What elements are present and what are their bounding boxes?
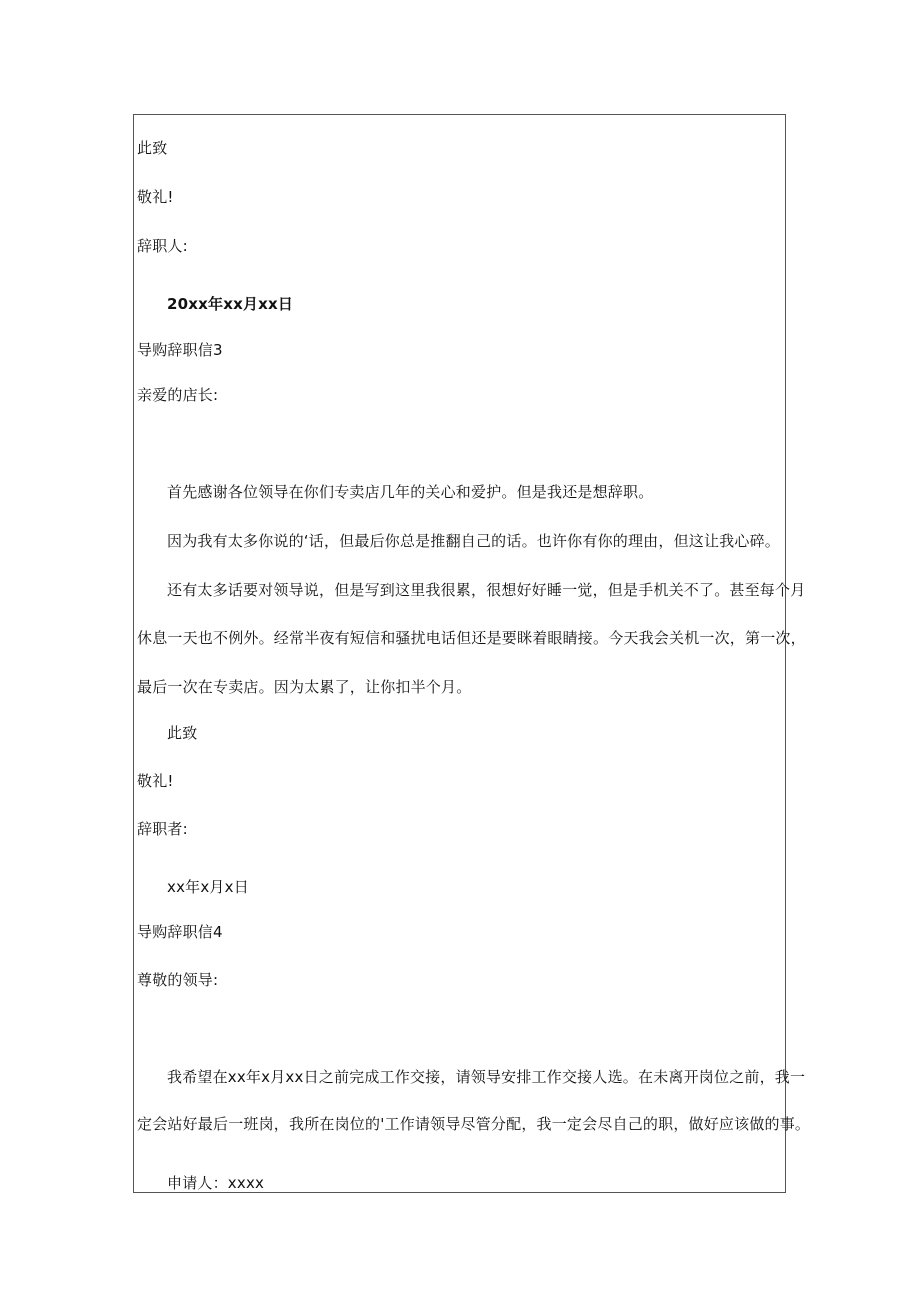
letter-title-3: 导购辞职信3 bbox=[137, 341, 223, 359]
greeting-4: 尊敬的领导: bbox=[137, 971, 219, 989]
closing-regards-1: 敬礼! bbox=[137, 188, 174, 206]
closing-salutation-1: 此致 bbox=[137, 139, 168, 157]
document-frame bbox=[133, 114, 786, 1193]
paragraph-line: 我希望在xx年x月xx日之前完成工作交接，请领导安排工作交接人选。在未离开岗位之前，我一 bbox=[167, 1068, 806, 1086]
paragraph-line: 还有太多话要对领导说，但是写到这里我很累，很想好好睡一觉，但是手机关不了。甚至每个月 bbox=[167, 581, 806, 599]
applicant-signature: 申请人：xxxx bbox=[167, 1174, 265, 1192]
paragraph-line: 首先感谢各位领导在你们专卖店几年的关心和爱护。但是我还是想辞职。 bbox=[167, 483, 654, 501]
paragraph-line: 最后一次在专卖店。因为太累了，让你扣半个月。 bbox=[137, 678, 472, 696]
paragraph-line: 定会站好最后一班岗，我所在岗位的'工作请领导尽管分配，我一定会尽自己的职，做好应该做的事。 bbox=[137, 1115, 811, 1133]
paragraph-line: 休息一天也不例外。经常半夜有短信和骚扰电话但还是要眯着眼睛接。今天我会关机一次，第一次， bbox=[137, 629, 806, 647]
paragraph-line: 因为我有太多你说的‘话，但最后你总是推翻自己的话。也许你有你的理由，但这让我心碎。 bbox=[167, 532, 780, 550]
greeting-3: 亲爱的店长: bbox=[137, 386, 219, 404]
resigner-label-1: 辞职人: bbox=[137, 237, 188, 255]
date-line-2: xx年x月x日 bbox=[167, 878, 249, 896]
resigner-label-2: 辞职者: bbox=[137, 820, 188, 838]
date-line-1: 20xx年xx月xx日 bbox=[167, 295, 294, 313]
letter-title-4: 导购辞职信4 bbox=[137, 923, 223, 941]
closing-regards-2: 敬礼! bbox=[137, 772, 174, 790]
closing-salutation-2: 此致 bbox=[167, 724, 198, 742]
